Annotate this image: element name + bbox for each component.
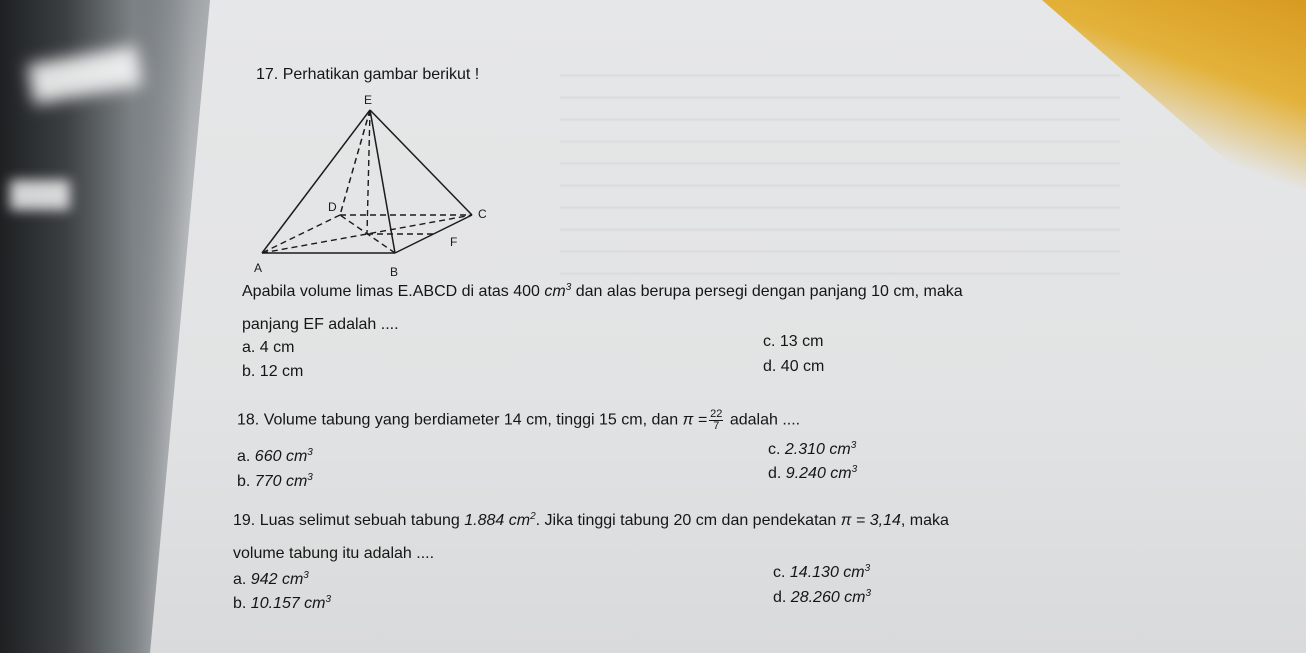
q18-option-a: a. 660 $cm^3$ xyxy=(237,447,313,465)
q19-stem-mid: . Jika tinggi tabung 20 cm dan pendekatan xyxy=(535,512,837,529)
q19-pi: π = 3,14 xyxy=(840,512,901,529)
q18-stem-post: adalah .... xyxy=(729,411,801,429)
q17-stem-line2: panjang EF adalah .... xyxy=(242,316,399,333)
q18-stem xyxy=(237,409,800,432)
q19-option-a: a. 942 $cm^3$ xyxy=(233,570,309,588)
q19-stem-post: , maka xyxy=(900,512,949,529)
q17-option-c: c. 13 cm xyxy=(763,333,824,350)
label-e: E xyxy=(364,93,373,107)
q19-stem-pre: 19. Luas selimut sebuah tabung xyxy=(233,512,460,529)
q17-title: 17. Perhatikan gambar berikut ! xyxy=(256,66,480,83)
q18-fraction: $\frac{22}{7}$ xyxy=(710,408,723,432)
light-glare-2 xyxy=(10,180,70,210)
label-f: F xyxy=(450,235,458,249)
label-b: B xyxy=(390,265,399,279)
q19-option-b: b. 10.157 $cm^3$ xyxy=(233,594,332,612)
q17-option-b: b. 12 cm xyxy=(242,363,304,380)
q17-option-d: d. 40 cm xyxy=(763,358,825,375)
label-a: A xyxy=(254,261,263,275)
q17-unit: $cm^3$ xyxy=(544,282,572,300)
q18-option-b: b. 770 $cm^3$ xyxy=(237,472,313,490)
q19-option-d: d. 28.260 $cm^3$ xyxy=(773,588,872,606)
q18-stem-pre: 18. Volume tabung yang berdiameter 14 cm, tinggi 15 cm, dan xyxy=(237,411,679,429)
q17-stem-pre: Apabila volume limas E.ABCD di atas 400 xyxy=(242,283,540,300)
q19-stem-line2: volume tabung itu adalah .... xyxy=(233,545,435,562)
label-d: D xyxy=(328,200,337,214)
q18-option-d: d. 9.240 $cm^3$ xyxy=(768,464,858,482)
q19-area: 1.884 $cm^2$ xyxy=(464,511,536,529)
q17-stem-line1 xyxy=(242,282,963,301)
q19-option-c: c. 14.130 $cm^3$ xyxy=(773,563,871,581)
q19-stem-line1 xyxy=(233,511,949,530)
pyramid-figure xyxy=(240,90,500,280)
q17-stem-post: dan alas berupa persegi dengan panjang 10 cm, maka xyxy=(575,283,963,300)
label-c: C xyxy=(478,207,487,221)
q17-option-a: a. 4 cm xyxy=(242,339,295,356)
q18-pi: π = xyxy=(682,411,708,429)
bleed-through-area xyxy=(560,60,1120,280)
q18-option-c: c. 2.310 $cm^3$ xyxy=(768,440,857,458)
